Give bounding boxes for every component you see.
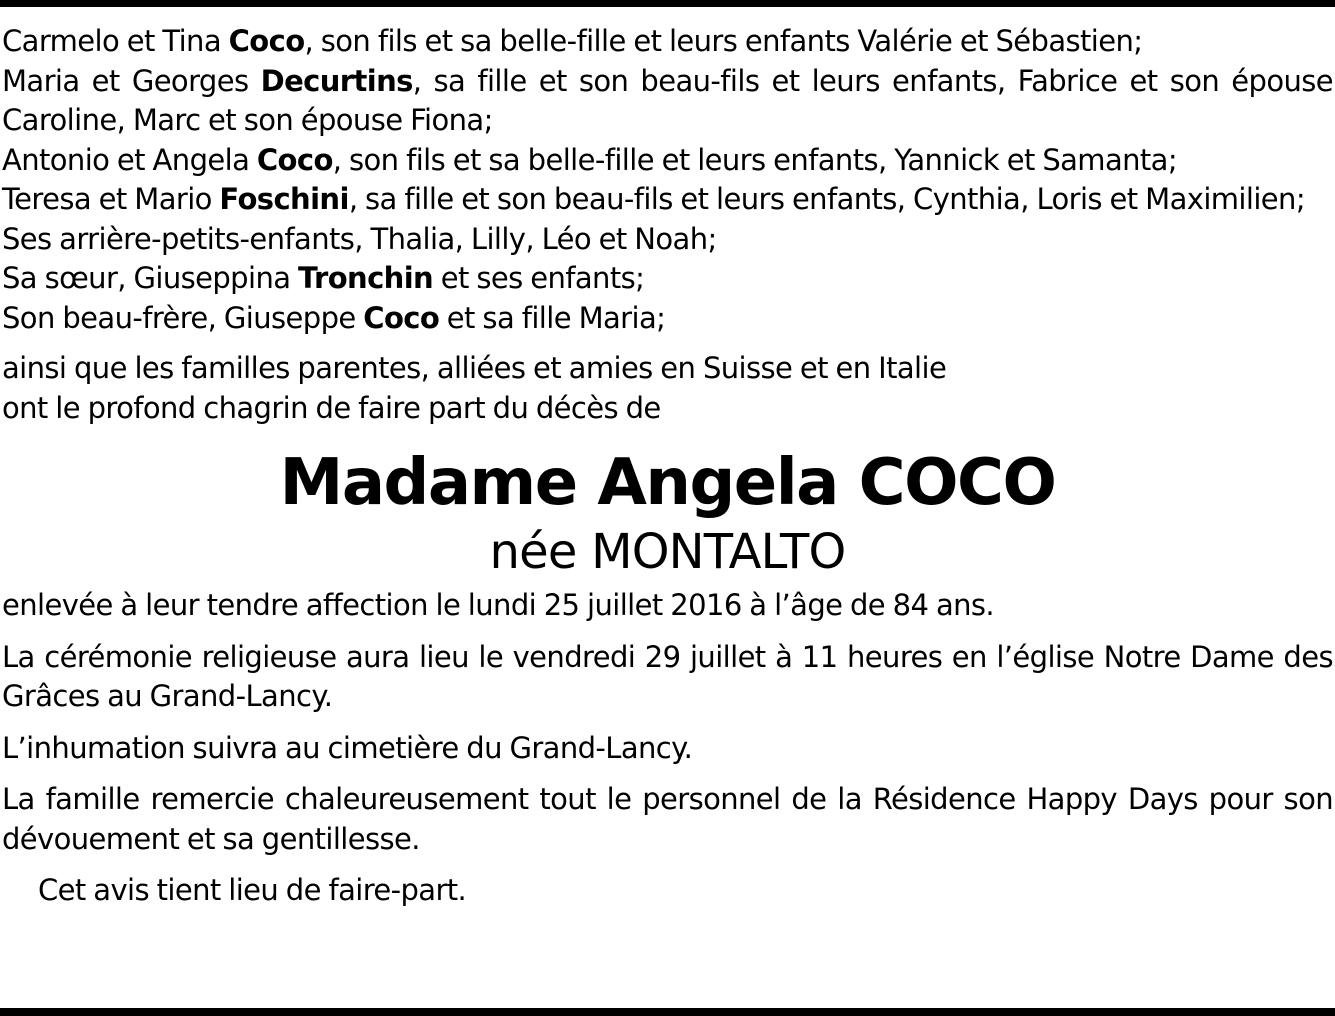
- family-line-text: Teresa et Mario: [2, 182, 220, 216]
- family-line-text: Antonio et Angela: [2, 142, 257, 177]
- family-line-text: , sa fille et son beau-fils et leurs enfants, Cynthia, Loris et Maximilien;: [348, 182, 1306, 216]
- family-line-text: , son fils et sa belle-fille et leurs enfants Valérie et Sébastien;: [304, 24, 1143, 58]
- family-line-1: [2, 22, 1333, 62]
- family-line-text: Carmelo et Tina: [2, 24, 229, 58]
- family-line-text: Son beau-frère, Giuseppe: [2, 300, 364, 335]
- maiden-name: née MONTALTO: [489, 524, 846, 580]
- family-line-text: , son fils et sa belle-fille et leurs enfants, Yannick et Samanta;: [332, 142, 1178, 177]
- announcement-text: enlevée à leur tendre affection le lundi 25 juillet 2016 à l’âge de 84 ans.: [2, 588, 995, 622]
- family-line-text: Sa sœur, Giuseppina: [2, 261, 299, 295]
- family-line-text: et sa fille Maria;: [439, 300, 666, 335]
- family-surname: Foschini: [219, 182, 349, 216]
- burial-text: L’inhumation suivra au cimetière du Grand-Lancy.: [2, 730, 693, 765]
- intro-paragraph: [2, 349, 1333, 428]
- intro-line-1: ainsi que les familles parentes, alliées et amies en Suisse et en Italie: [2, 351, 947, 385]
- family-line-5: [2, 220, 1333, 260]
- family-line-2: [2, 62, 1333, 141]
- closing-text: Cet avis tient lieu de faire-part.: [38, 873, 467, 907]
- obituary-notice: [2, 22, 1333, 911]
- deceased-block: [2, 444, 1333, 582]
- family-line-text: , sa fille et son beau-fils et leurs enfants, Fabrice et son épouse Caroline, Marc et son épouse Fiona;: [2, 63, 1333, 137]
- family-line-text: et ses enfants;: [433, 261, 645, 295]
- family-line-3: [2, 141, 1333, 181]
- top-border-rule: [0, 0, 1335, 7]
- family-line-4: [2, 180, 1333, 220]
- intro-line-2: ont le profond chagrin de faire part du décès de: [2, 390, 661, 425]
- family-line-7: [2, 299, 1333, 339]
- bottom-border-rule: [0, 1008, 1335, 1016]
- thanks-text: La famille remercie chaleureusement tout le personnel de la Résidence Happy Days pour son dévouement et sa gentillesse.: [2, 782, 1333, 856]
- ceremony-text: La cérémonie religieuse aura lieu le vendredi 29 juillet à 11 heures en l’église Notre Dame des Grâces au Grand-Lancy.: [2, 639, 1333, 713]
- family-surname: Coco: [228, 24, 305, 58]
- family-line-6: [2, 259, 1333, 299]
- family-surname: Coco: [256, 142, 333, 177]
- family-surname: Coco: [363, 300, 440, 335]
- family-surname: Decurtins: [260, 63, 413, 98]
- family-line-text: Ses arrière-petits-enfants, Thalia, Lilly, Léo et Noah;: [2, 221, 717, 256]
- deceased-name: Madame Angela COCO: [279, 446, 1056, 520]
- family-line-text: Maria et Georges: [2, 63, 261, 98]
- family-surname: Tronchin: [298, 261, 434, 295]
